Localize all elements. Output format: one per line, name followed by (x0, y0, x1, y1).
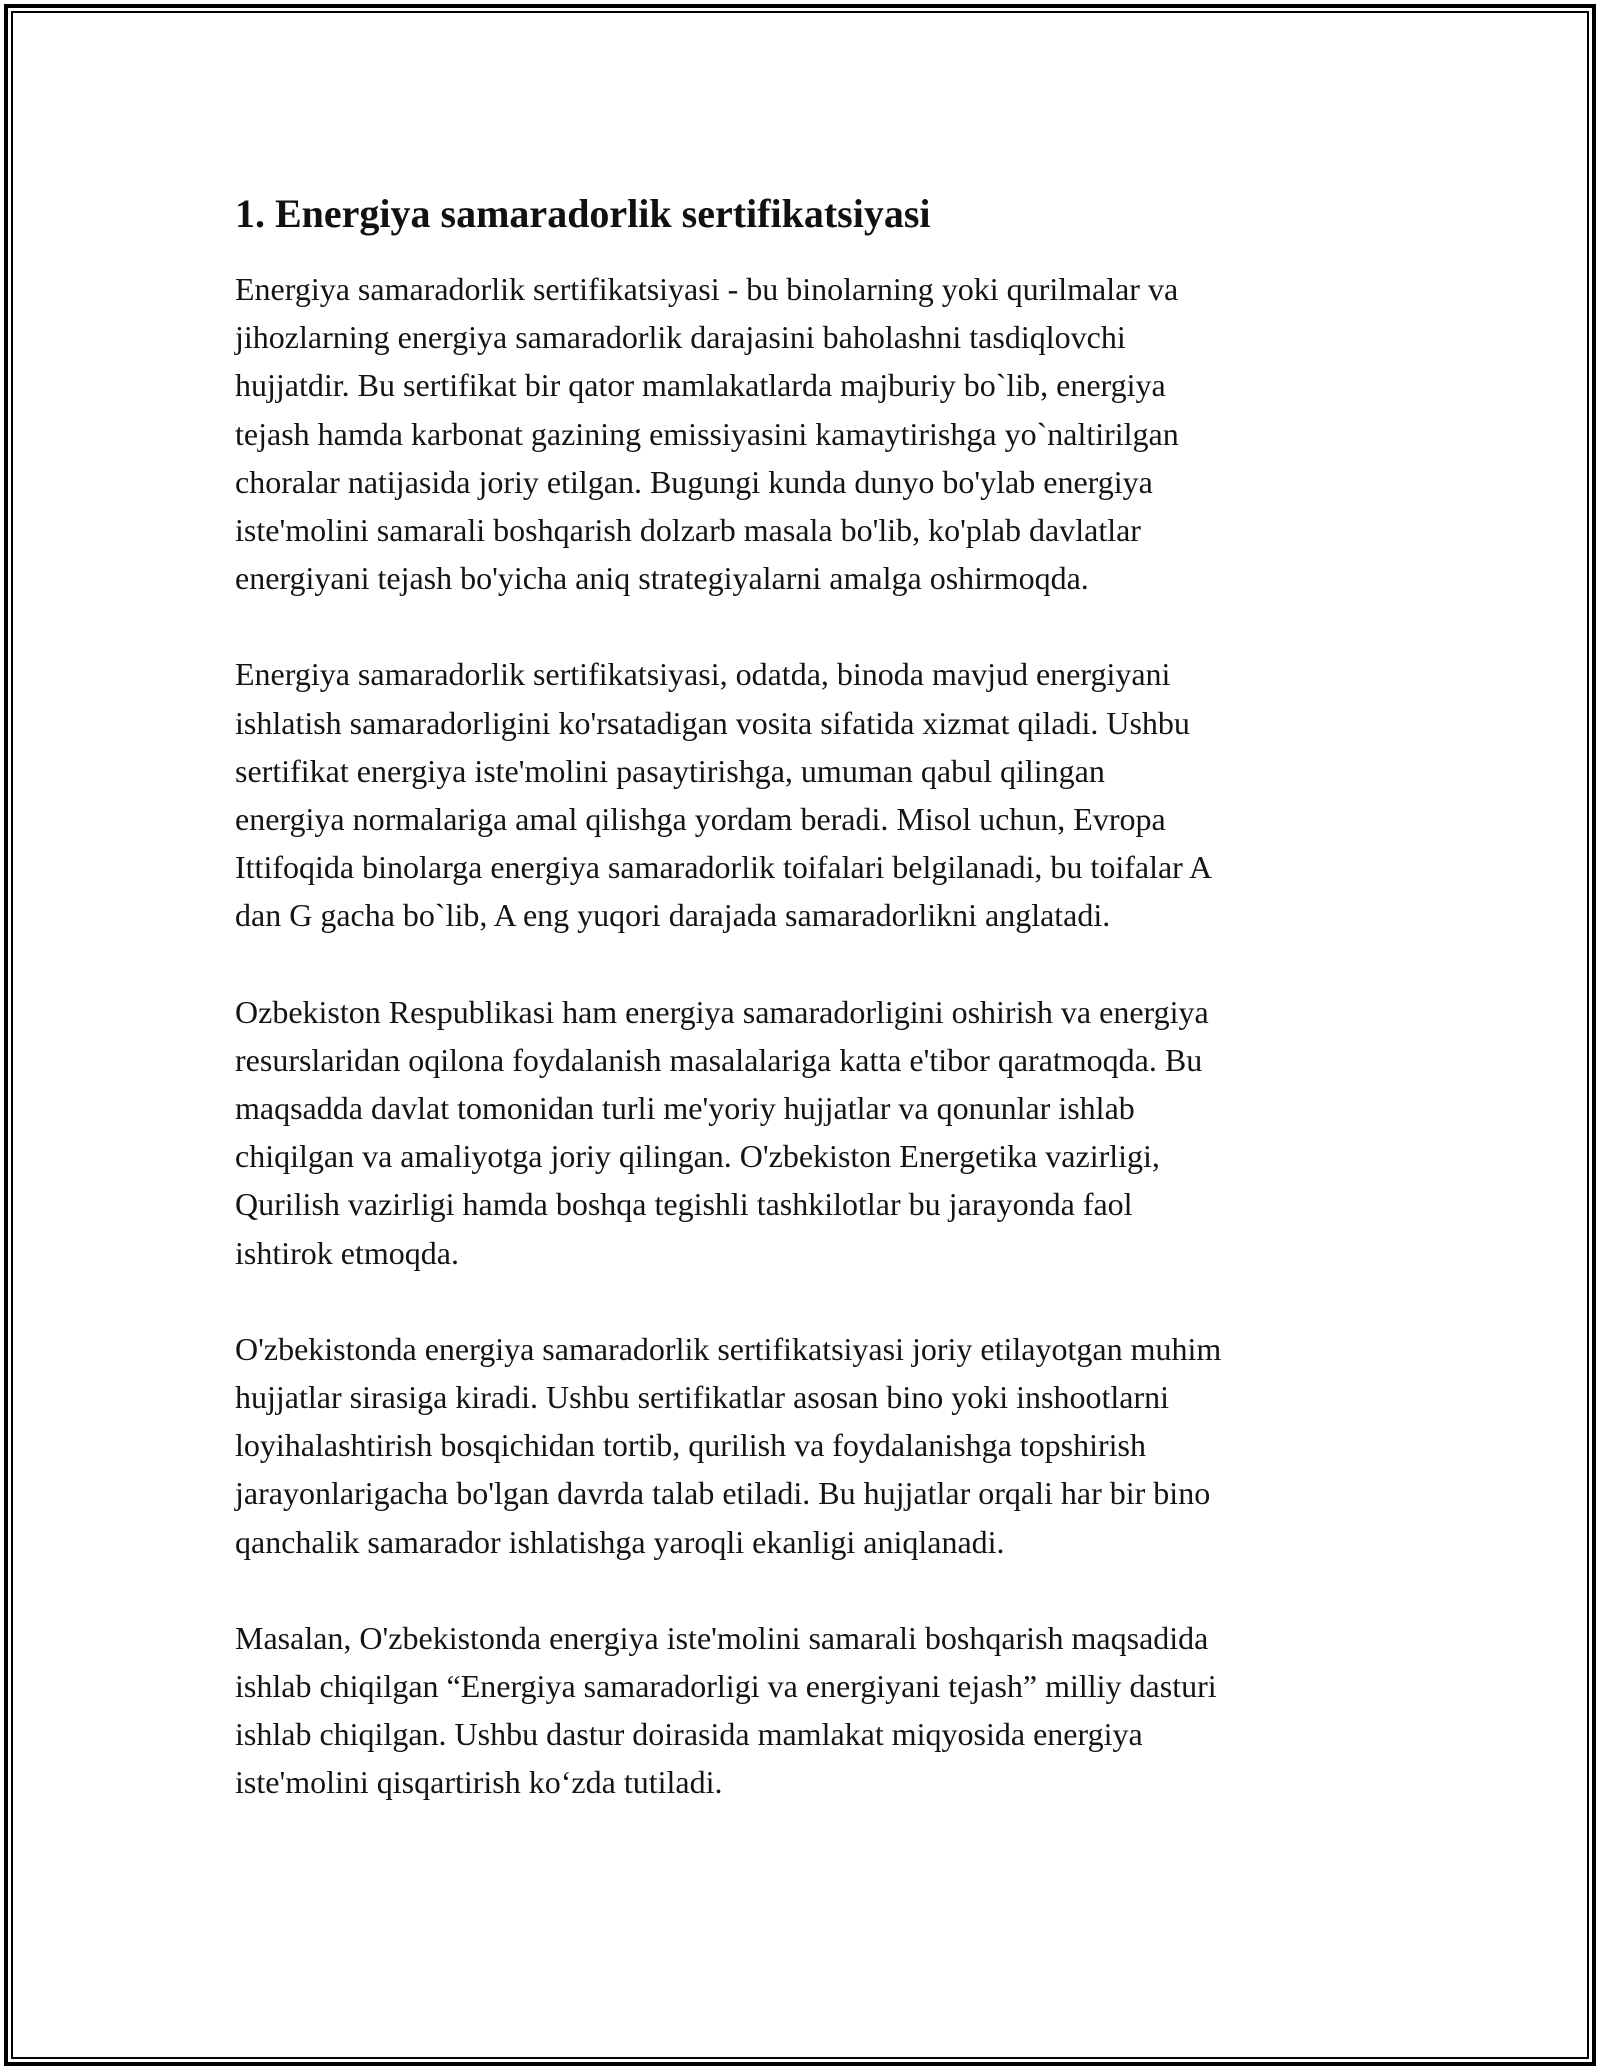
paragraph-line: dan G gacha bo`lib, A eng yuqori darajada samaradorlikni anglatadi. (235, 897, 1111, 934)
paragraph-line: energiyani tejash bo'yicha aniq strategiyalarni amalga oshirmoqda. (235, 560, 1089, 597)
paragraph-1 (235, 265, 1375, 602)
paragraph-2 (235, 650, 1375, 939)
paragraph-line: iste'molini qisqartirish ko‘zda tutiladi. (235, 1764, 723, 1801)
paragraph-4 (235, 1325, 1375, 1566)
paragraph-line: Energiya samaradorlik sertifikatsiyasi, odatda, binoda mavjud energiyani (235, 656, 1171, 693)
document-title: 1. Energiya samaradorlik sertifikatsiyasi (235, 191, 931, 236)
paragraph-line: choralar natijasida joriy etilgan. Bugungi kunda dunyo bo'ylab energiya (235, 463, 1153, 500)
paragraph-5 (235, 1614, 1375, 1807)
paragraph-list (235, 265, 1375, 1807)
paragraph-line: O'zbekistonda energiya samaradorlik sertifikatsiyasi joriy etilayotgan muhim (235, 1330, 1222, 1367)
paragraph-line: ishlab chiqilgan. Ushbu dastur doirasida mamlakat miqyosida energiya (235, 1716, 1143, 1753)
paragraph-3 (235, 988, 1375, 1277)
paragraph-line: jarayonlarigacha bo'lgan davrda talab etiladi. Bu hujjatlar orqali har bir bino (235, 1475, 1211, 1512)
paragraph-line: jihozlarning energiya samaradorlik darajasini baholashni tasdiqlovchi (235, 319, 1126, 356)
paragraph-line: ishtirok etmoqda. (235, 1234, 459, 1271)
paragraph-line: hujjatlar sirasiga kiradi. Ushbu sertifikatlar asosan bino yoki inshootlarni (235, 1379, 1170, 1416)
paragraph-line: Ozbekiston Respublikasi ham energiya samaradorligini oshirish va energiya (235, 993, 1209, 1030)
paragraph-line: tejash hamda karbonat gazining emissiyasini kamaytirishga yo`naltirilgan (235, 415, 1179, 452)
paragraph-line: Qurilish vazirligi hamda boshqa tegishli tashkilotlar bu jarayonda faol (235, 1186, 1133, 1223)
paragraph-line: sertifikat energiya iste'molini pasaytirishga, umuman qabul qilingan (235, 752, 1105, 789)
paragraph-line: maqsadda davlat tomonidan turli me'yoriy hujjatlar va qonunlar ishlab (235, 1090, 1135, 1127)
paragraph-line: Energiya samaradorlik sertifikatsiyasi - bu binolarning yoki qurilmalar va (235, 271, 1179, 307)
paragraph-line: Masalan, O'zbekistonda energiya iste'molini samarali boshqarish maqsadida (235, 1619, 1209, 1656)
paragraph-line: ishlatish samaradorligini ko'rsatadigan vosita sifatida xizmat qiladi. Ushbu (235, 704, 1190, 741)
paragraph-line: loyihalashtirish bosqichidan tortib, qurilish va foydalanishga topshirish (235, 1427, 1146, 1464)
paragraph-line: chiqilgan va amaliyotga joriy qilingan. O'zbekiston Energetika vazirligi, (235, 1138, 1160, 1175)
paragraph-line: qanchalik samarador ishlatishga yaroqli ekanligi aniqlanadi. (235, 1523, 1005, 1560)
paragraph-line: iste'molini samarali boshqarish dolzarb masala bo'lib, ko'plab davlatlar (235, 512, 1141, 549)
paragraph-line: energiya normalariga amal qilishga yordam beradi. Misol uchun, Evropa (235, 801, 1166, 838)
paragraph-line: resurslaridan oqilona foydalanish masalalariga katta e'tibor qaratmoqda. Bu (235, 1041, 1203, 1078)
document-body (235, 185, 1375, 1855)
paragraph-line: hujjatdir. Bu sertifikat bir qator mamlakatlarda majburiy bo`lib, energiya (235, 367, 1166, 404)
paragraph-line: ishlab chiqilgan “Energiya samaradorligi va energiyani tejash” milliy dasturi (235, 1668, 1217, 1705)
paragraph-line: Ittifoqida binolarga energiya samaradorlik toifalari belgilanadi, bu toifalar A (235, 849, 1213, 886)
